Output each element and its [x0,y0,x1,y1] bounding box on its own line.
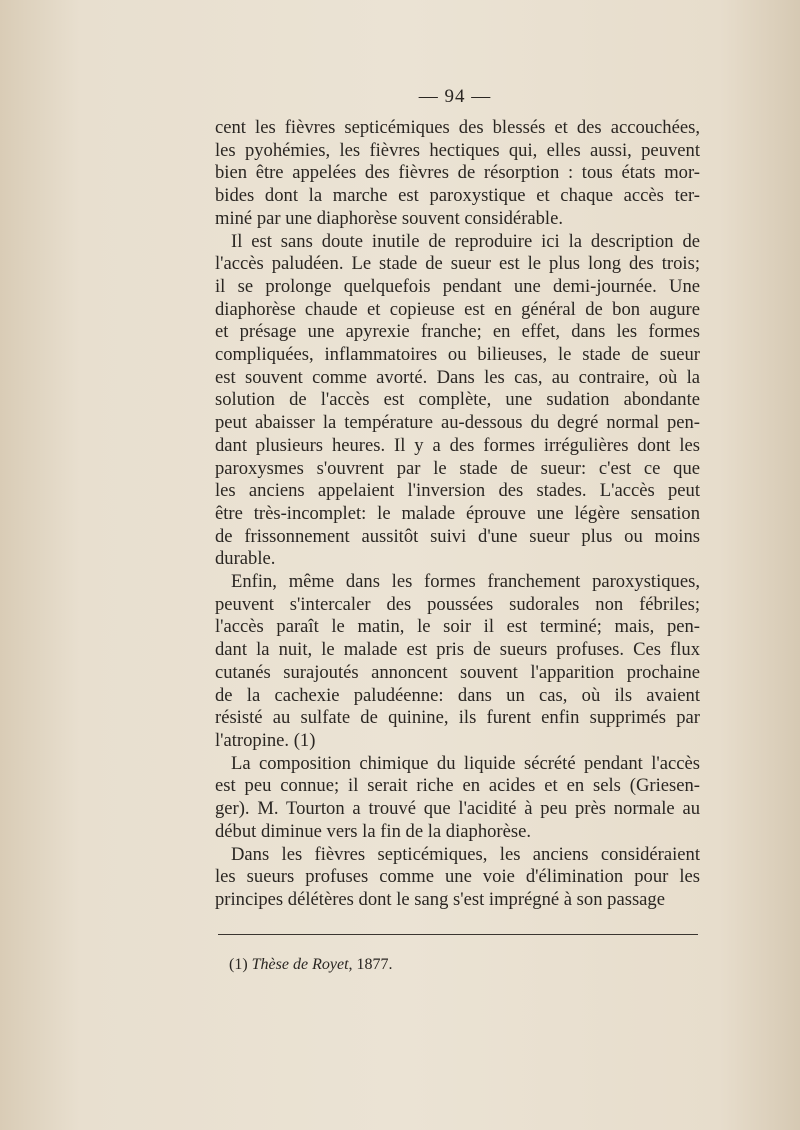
paragraph [215,753,700,844]
text-line: début diminue vers la fin de la diaphorèse. [215,820,531,842]
page-number: — 94 — [418,86,492,107]
text-line: et présage une apyrexie franche; en effet, dans les formes [215,321,700,343]
text-line: miné par une diaphorèse souvent considérable. [215,207,563,229]
text-line: l'atropine. (1) [215,729,316,751]
text-line: Il est sans doute inutile de reproduire ici la description de [231,230,700,252]
text-line: bien être appelées des fièvres de résorption : tous états mor- [215,162,700,184]
text-line: compliquées, inflammatoires ou bilieuses, le stade de sueur [215,344,700,366]
text-line: durable. [215,548,276,570]
text-line: résisté au sulfate de quinine, ils furent enfin supprimés par [215,707,700,729]
paragraph [215,117,700,231]
paragraph [215,844,700,912]
footnote [229,956,393,974]
text-line: de la cachexie paludéenne: dans un cas, où ils avaient [215,684,700,706]
footnote-marker: (1) [229,956,248,973]
text-line: dant la nuit, le malade est pris de sueurs profuses. Ces flux [215,639,700,661]
text-line: paroxysmes s'ouvrent par le stade de sueur: c'est ce que [215,457,700,479]
text-line: peut abaisser la température au-dessous du degré normal pen- [215,412,700,434]
text-line: ger). M. Tourton a trouvé que l'acidité à peu près normale au [215,798,700,820]
text-line: cent les fièvres septicémiques des blessés et des accouchées, [215,117,700,138]
paragraph [215,571,700,753]
text-line: peuvent s'intercaler des poussées sudorales non fébriles; [215,593,700,615]
text-line: diaphorèse chaude et copieuse est en général de bon augure [215,298,700,320]
text-line: solution de l'accès est complète, une sudation abondante [215,389,700,411]
text-line: être très-incomplet: le malade éprouve une légère sensation [215,502,700,524]
paragraph [215,231,700,572]
text-line: cutanés surajoutés annoncent souvent l'apparition prochaine [215,661,700,683]
footnote-year: 1877. [356,956,393,973]
footnote-work-title: Thèse de Royet, [251,956,353,973]
text-line: de frissonnement aussitôt suivi d'une sueur plus ou moins [215,525,700,547]
text-line: La composition chimique du liquide sécrété pendant l'accès [231,752,700,774]
text-line: il se prolonge quelquefois pendant une demi-journée. Une [215,275,700,297]
text-line: l'accès paraît le matin, le soir il est terminé; mais, pen- [215,616,700,638]
text-line: les anciens appelaient l'inversion des stades. L'accès peut [215,480,700,502]
body-text [215,117,700,912]
text-line: est peu connue; il serait riche en acides et en sels (Griesen- [215,775,700,797]
text-line: est souvent comme avorté. Dans les cas, au contraire, où la [215,366,700,388]
text-line: les sueurs profuses comme une voie d'élimination pour les [215,866,700,888]
text-line: l'accès paludéen. Le stade de sueur est le plus long des trois; [215,253,700,275]
text-line: principes délétères dont le sang s'est imprégné à son passage [215,888,665,910]
text-line: dant plusieurs heures. Il y a des formes irrégulières dont les [215,434,700,456]
text-line: Dans les fièvres septicémiques, les anciens considéraient [231,843,700,865]
footnote-separator [218,934,698,935]
text-line: Enfin, même dans les formes franchement paroxystiques, [231,571,700,593]
text-line: bides dont la marche est paroxystique et chaque accès ter- [215,185,700,207]
text-line: les pyohémies, les fièvres hectiques qui, elles aussi, peuvent [215,139,700,161]
